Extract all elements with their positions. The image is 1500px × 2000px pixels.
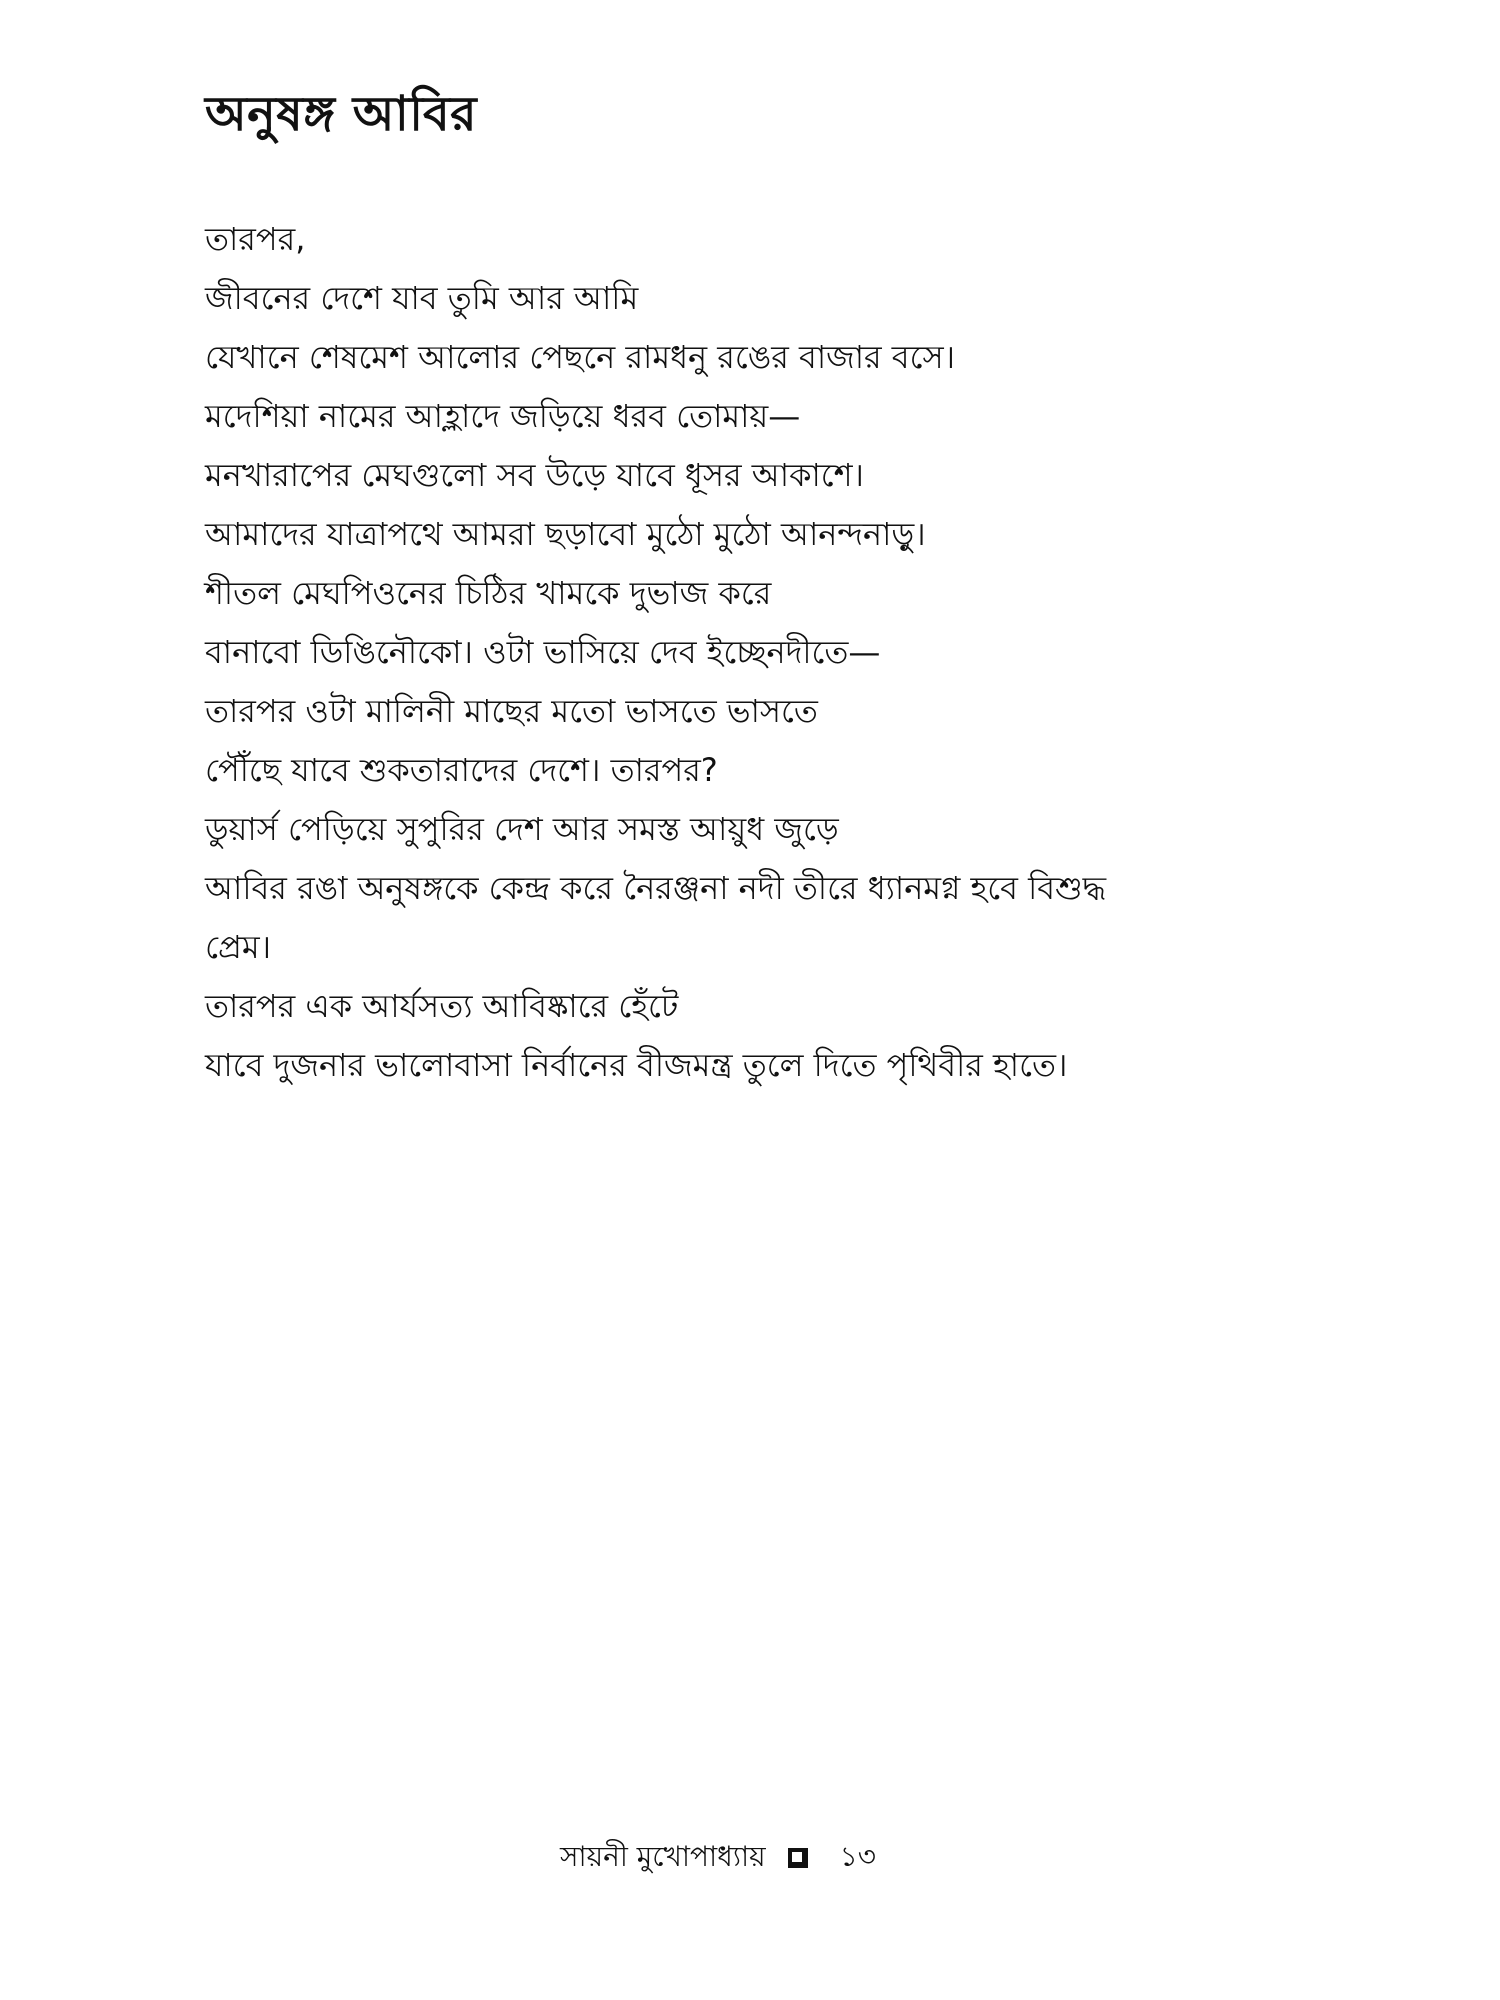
poem-line: যেখানে শেষমেশ আলোর পেছনে রামধনু রঙের বাজার বসে। [205, 338, 956, 376]
page-footer [560, 1833, 876, 1883]
poem-line: আমাদের যাত্রাপথে আমরা ছড়াবো মুঠো মুঠো আনন্দনাড়ু। [205, 515, 926, 553]
poem-body [205, 210, 1335, 1095]
poem-line: ডুয়ার্স পেড়িয়ে সুপুরির দেশ আর সমস্ত আয়ুধ জুড়ে [205, 810, 839, 848]
poem-line: তারপর এক আর্যসত্য আবিষ্কারে হেঁটে [205, 987, 679, 1025]
poem-line: শীতল মেঘপিওনের চিঠির খামকে দুভাজ করে [205, 574, 772, 612]
poem-line: তারপর, [205, 220, 306, 258]
poem-line: আবির রঙা অনুষঙ্গকে কেন্দ্র করে নৈরঞ্জনা নদী তীরে ধ্যানমগ্ন হবে বিশুদ্ধ [205, 869, 1107, 907]
poem-line: তারপর ওটা মালিনী মাছের মতো ভাসতে ভাসতে [205, 692, 818, 730]
square-box-icon [788, 1848, 808, 1868]
poem-line: যাবে দুজনার ভালোবাসা নির্বানের বীজমন্ত্র তুলে দিতে পৃথিবীর হাতে। [205, 1046, 1068, 1084]
poem-line: বানাবো ডিঙিনৌকো। ওটা ভাসিয়ে দেব ইচ্ছেনদীতে— [205, 633, 881, 671]
page-number: ১৩ [839, 1839, 876, 1873]
author-name: সায়নী মুখোপাধ্যায় [560, 1839, 766, 1873]
poem-line: প্রেম। [205, 928, 272, 966]
poem-line: মনখারাপের মেঘগুলো সব উড়ে যাবে ধূসর আকাশে। [205, 456, 865, 494]
poem-line: পৌঁছে যাবে শুকতারাদের দেশে। তারপর? [205, 751, 718, 789]
poem-line: মদেশিয়া নামের আহ্লাদে জড়িয়ে ধরব তোমায়— [205, 397, 801, 435]
poem-title: অনুষঙ্গ আবির [205, 86, 478, 142]
poem-line: জীবনের দেশে যাব তুমি আর আমি [205, 279, 639, 317]
